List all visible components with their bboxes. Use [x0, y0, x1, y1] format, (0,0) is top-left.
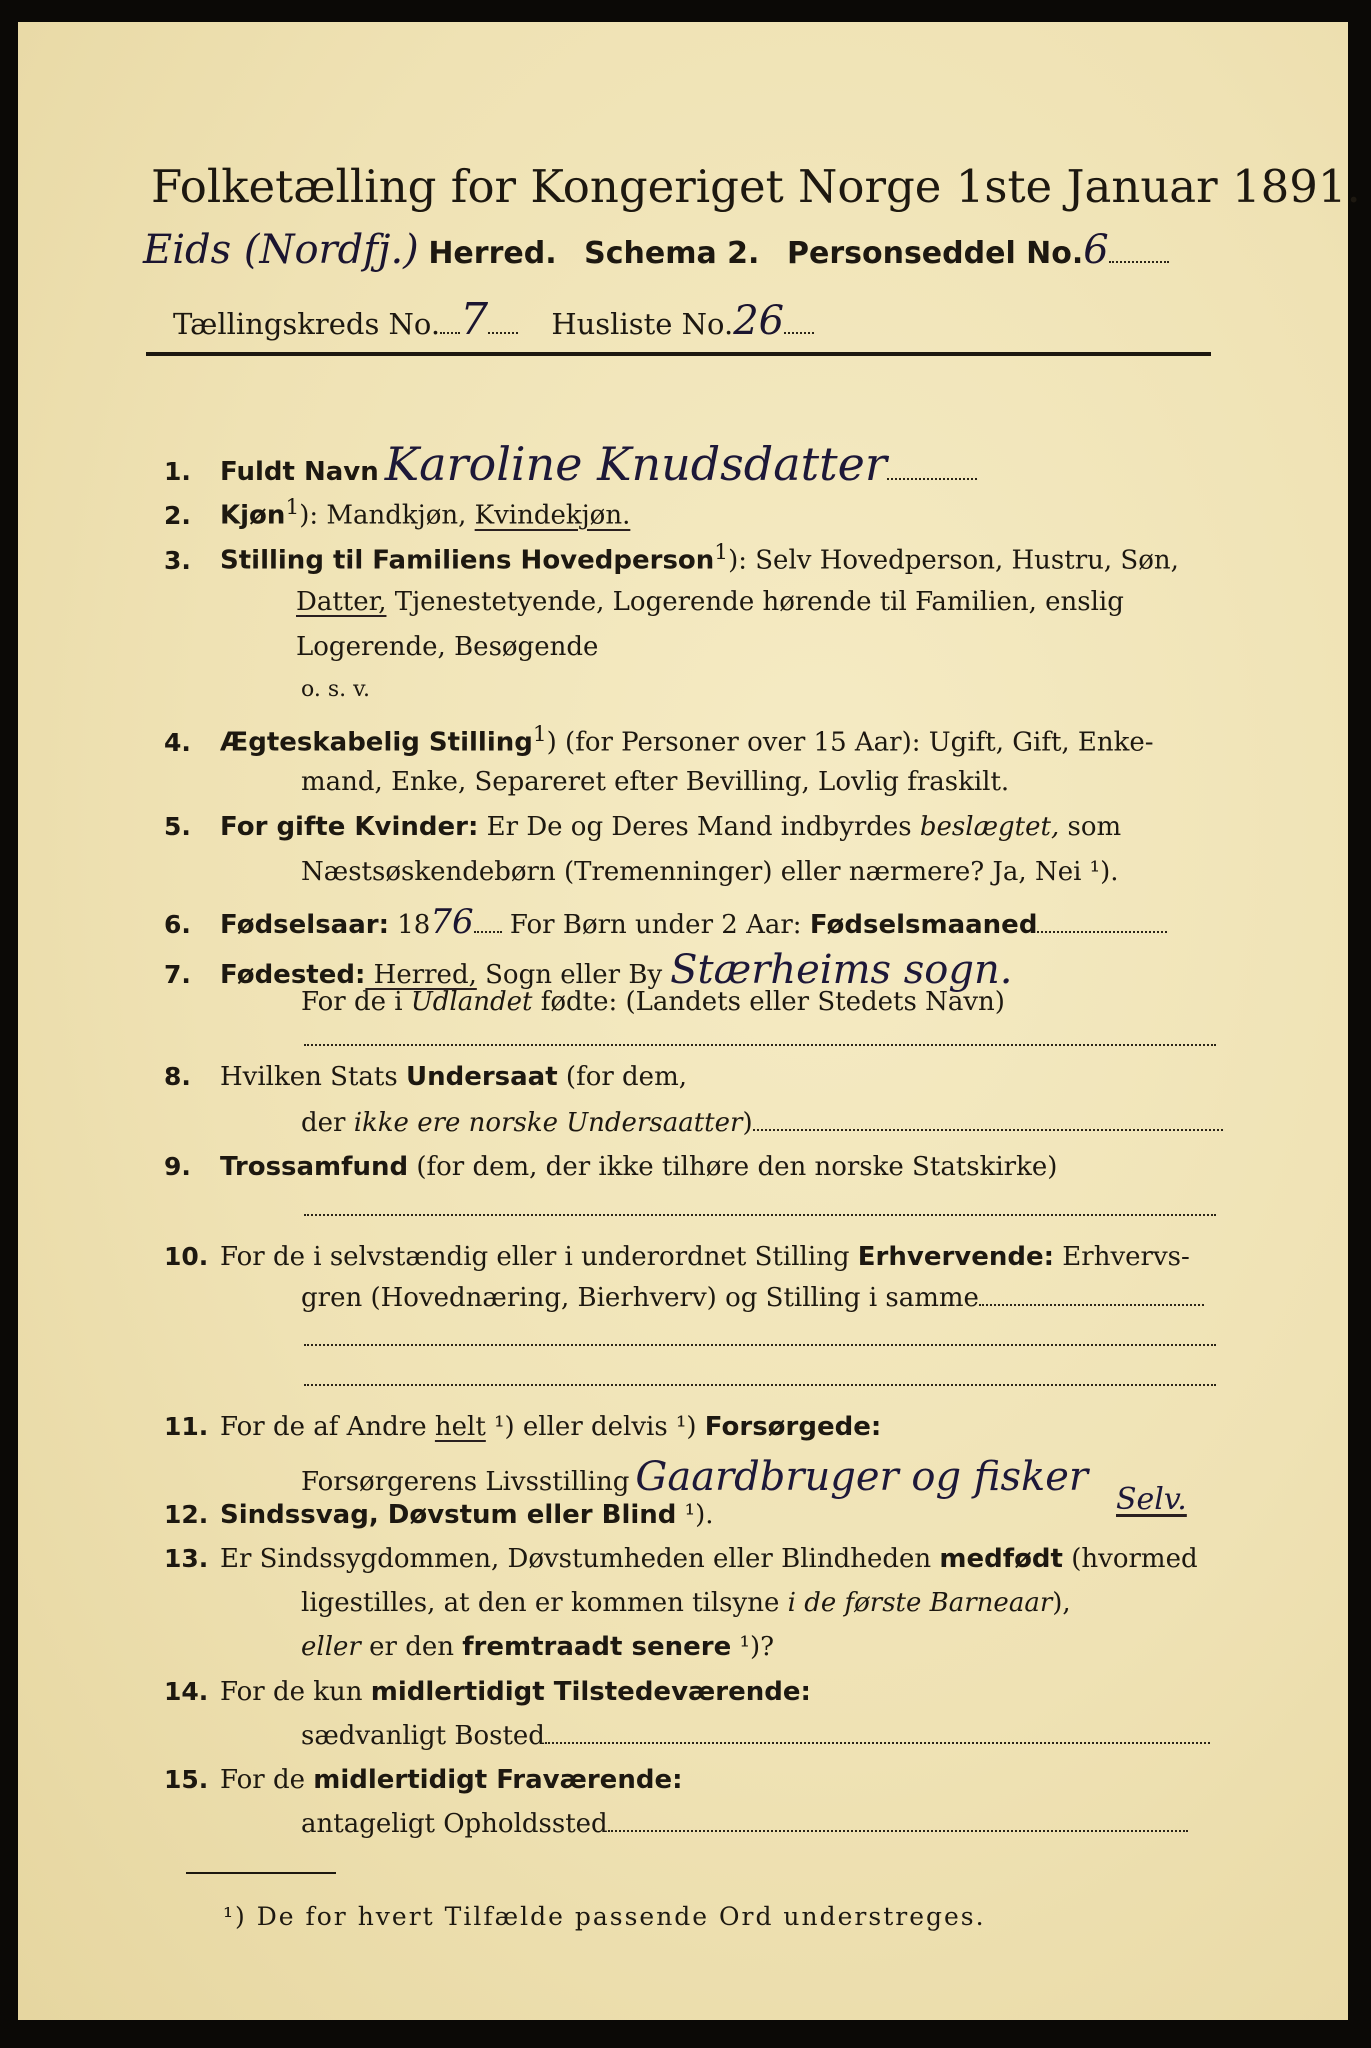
field-temporary-absent: 15. For de midlertidigt Fraværende:: [164, 1765, 683, 1795]
census-form: Folketælling for Kongeriget Norge 1ste Januar 1891. Eids (Nordfj.) Herred. Schema 2. Personseddel No.6 Tællingskreds No. 7 Husliste No.26 1. Fuldt Navn Karoline Knudsdatter 2. Kjøn$^1$): Mandkjøn, Kvindekjøn. 3. Stilling til Familiens Hovedperson$^1$): Selv Hovedperson, Hustru, Søn, Datter, Tjenestetyende, Logerende hørende til Familien, enslig Logerende, Besøgende o. s. v. 4. Ægteskabelig Stilling$^1$) (for Personer over 15 Aar): Ugift, Gift, Enke- mand, Enke, Separeret efter Bevilling, Lovlig fraskilt. 5. For gifte Kvinder: Er De og Deres Mand indbyrdes beslægtet, som Næstsøskendebørn (Tremenninger) eller nærmere? Ja, Nei ¹). 6. Fødselsaar: 1876 For Børn under 2 Aar: Fødselsmaaned 7. Fødested: Herred, Sogn eller By Stærheims sogn. For de i Udlandet fødte: (Landets eller Stedets Navn) 8. Hvilken Stats Undersaat (for dem, der ikke ere norske Undersaatter) 9. Trossamfund (for dem, der ikke tilhøre den norske Statskirke) 10. For de i selvstændig eller i underordnet Stilling Erhvervende: Erhvervs- gren (Hovednæring, Bierhverv) og Stilling i samme 11. For de af Andre helt ¹) eller delvis ¹) Forsørgede: Forsørgerens Livsstilling Gaardbruger og fisker Selv. 12. Sindssvag, Døvstum eller Blind ¹). 13. Er Sindssygdommen, Døvstumheden eller Blindheden medfødt (hvormed ligestilles, at den er kommen tilsyne i de første Barneaar), eller er den fremtraadt senere ¹)? 14. For de kun midlertidigt Tilstedeværende: sædvanligt Bosted 15. For de midlertidigt Fraværende: antageligt Opholdssted ¹) De for hvert Tilfælde passende Ord understreges.: [18, 22, 1348, 2020]
personseddel-no: 6: [1083, 227, 1109, 273]
field-temporary-present: 14. For de kun midlertidigt Tilstedeværende:: [164, 1677, 811, 1707]
field-married-women: 5. For gifte Kvinder: Er De og Deres Mand indbyrdes beslægtet, som: [164, 812, 1122, 842]
family-position-selected: Datter,: [296, 587, 387, 617]
field-marital-status: 4. Ægteskabelig Stilling$^1$) (for Personer over 15 Aar): Ugift, Gift, Enke-: [164, 722, 1154, 758]
field-congenital: 13. Er Sindssygdommen, Døvstumheden eller Blindheden medfødt (hvormed: [164, 1544, 1198, 1574]
gender-selected: Kvindekjøn.: [474, 500, 631, 531]
form-title: Folketælling for Kongeriget Norge 1ste Januar 1891.: [151, 160, 1361, 213]
field-disability: 12. Sindssvag, Døvstum eller Blind ¹).: [164, 1500, 714, 1530]
field-citizenship: 8. Hvilken Stats Undersaat (for dem,: [164, 1062, 687, 1092]
field-occupation: 10. For de i selvstændig eller i underordnet Stilling Erhvervende: Erhvervs-: [164, 1242, 1190, 1272]
full-name-value: Karoline Knudsdatter: [384, 437, 887, 491]
taellingskreds-line: [173, 294, 814, 345]
birth-year-value: 76: [430, 902, 474, 942]
field-birth-year: 6. Fødselsaar: 1876 For Børn under 2 Aar: Fødselsmaaned: [164, 902, 1167, 942]
taellingskreds-no: 7: [460, 294, 489, 345]
field-gender: 2. Kjøn$^1$): Mandkjøn, Kvindekjøn.: [164, 495, 631, 531]
field-religion: 9. Trossamfund (for dem, der ikke tilhøre den norske Statskirke): [164, 1152, 1058, 1182]
birthplace-value: Stærheims sogn.: [670, 947, 1013, 993]
herred-handwritten: Eids (Nordfj.): [143, 227, 419, 273]
field-supported: 11. For de af Andre helt ¹) eller delvis ¹) Forsørgede:: [164, 1412, 882, 1442]
provider-occupation-value: Gaardbruger og fisker: [635, 1454, 1089, 1500]
field-family-position: 3. Stilling til Familiens Hovedperson$^1$): Selv Hovedperson, Hustru, Søn,: [164, 540, 1179, 576]
header-rule: [146, 352, 1211, 356]
taellingskreds-label: Tællingskreds No.: [173, 307, 441, 341]
provider-self-value: Selv.: [1116, 1482, 1187, 1517]
personseddel-label: Personseddel No.: [787, 236, 1084, 271]
field-birthplace: 7. Fødested: Herred, Sogn eller By Stærheims sogn.: [164, 947, 1013, 993]
footnote: ¹) De for hvert Tilfælde passende Ord understreges.: [223, 1902, 986, 1931]
husliste-label: Husliste No.: [551, 307, 734, 341]
herred-label: Herred.: [428, 236, 557, 271]
footnote-rule: [186, 1872, 336, 1874]
schema-label: Schema 2.: [584, 236, 760, 271]
husliste-no: 26: [733, 298, 785, 344]
herred-line: [143, 227, 1169, 273]
field-full-name: 1. Fuldt Navn Karoline Knudsdatter: [164, 437, 977, 491]
